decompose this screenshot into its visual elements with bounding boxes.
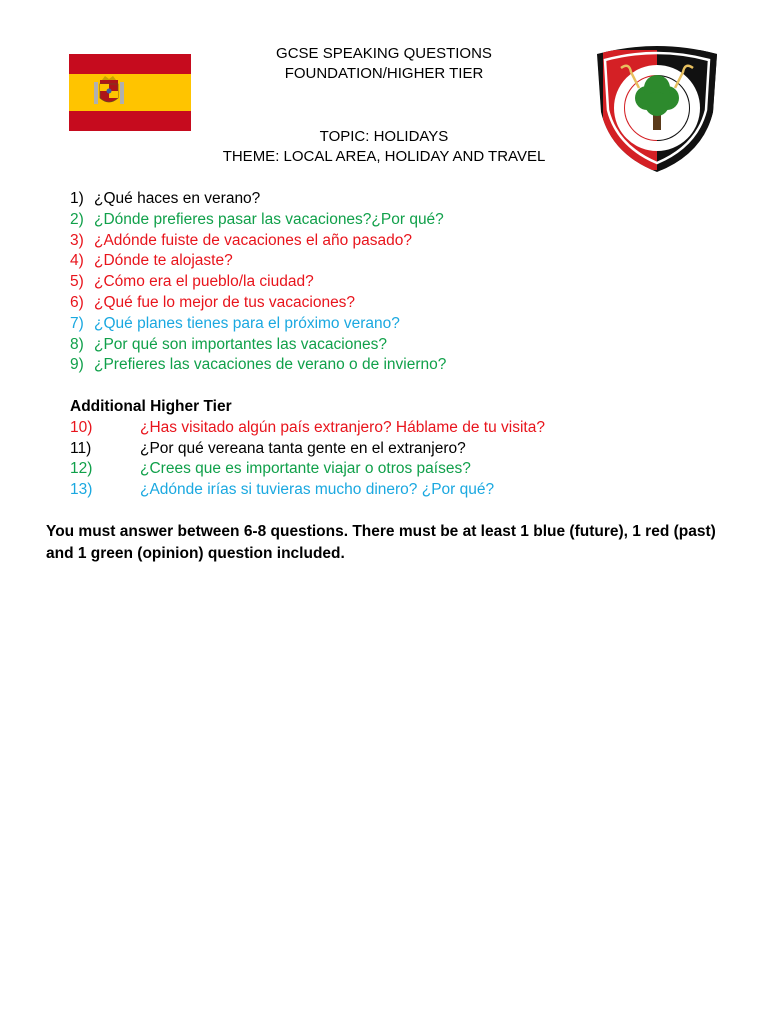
question-text: ¿Adónde irías si tuvieras mucho dinero? ¿Por qué? (140, 481, 495, 499)
question-number: 4) (70, 252, 84, 270)
header-subtitle: FOUNDATION/HIGHER TIER (284, 65, 484, 82)
higher-questions (70, 418, 545, 501)
question-text: ¿Por qué vereana tanta gente en el extranjero? (140, 439, 466, 457)
question-text: ¿Qué fue lo mejor de tus vacaciones? (94, 293, 356, 311)
topic-label: TOPIC: HOLIDAYS (319, 128, 449, 145)
question-text: ¿Cómo era el pueblo/la ciudad? (94, 273, 314, 291)
question-item (70, 314, 545, 335)
question-number: 9) (70, 356, 84, 374)
question-text: ¿Dónde te alojaste? (94, 252, 233, 270)
question-item (70, 418, 545, 439)
question-number: 3) (70, 231, 84, 249)
higher-tier-heading: Additional Higher Tier (70, 397, 232, 415)
question-text: ¿Por qué son importantes las vacaciones? (94, 335, 387, 353)
question-item (70, 272, 545, 293)
question-text: ¿Has visitado algún país extranjero? Háblame de tu visita? (140, 418, 545, 436)
header-title: GCSE SPEAKING QUESTIONS (276, 45, 492, 62)
document-header (0, 44, 768, 84)
question-item (70, 335, 545, 356)
question-item (70, 480, 545, 501)
question-item (70, 459, 545, 480)
question-item (70, 293, 545, 314)
question-text: ¿Adónde fuiste de vacaciones el año pasado? (94, 231, 412, 249)
foundation-questions (70, 189, 545, 376)
question-text: ¿Prefieres las vacaciones de verano o de invierno? (94, 356, 447, 374)
question-text: ¿Crees que es importante viajar o otros países? (140, 460, 471, 478)
question-number: 8) (70, 335, 84, 353)
question-text: ¿Qué haces en verano? (94, 190, 261, 207)
question-number: 7) (70, 314, 84, 332)
topic-block (0, 127, 768, 167)
question-item (70, 189, 545, 210)
question-number: 11) (70, 439, 92, 457)
question-number: 2) (70, 210, 84, 228)
question-item (70, 439, 545, 460)
question-number: 12) (70, 460, 93, 478)
question-item (70, 231, 545, 252)
question-number: 13) (70, 481, 93, 499)
question-number: 6) (70, 293, 84, 311)
question-item (70, 210, 545, 231)
question-item (70, 355, 545, 376)
question-number: 5) (70, 273, 84, 291)
question-text: ¿Dónde prefieres pasar las vacaciones?¿Por qué? (94, 210, 444, 228)
instruction-text: You must answer between 6-8 questions. There must be at least 1 blue (future), 1 red (past) and 1 green (opinion) question included. (46, 523, 716, 562)
question-number: 10) (70, 418, 93, 436)
question-item (70, 251, 545, 272)
theme-label: THEME: LOCAL AREA, HOLIDAY AND TRAVEL (222, 148, 546, 165)
question-number: 1) (70, 190, 84, 207)
question-text: ¿Qué planes tienes para el próximo verano? (94, 314, 400, 332)
question-list (70, 189, 545, 501)
